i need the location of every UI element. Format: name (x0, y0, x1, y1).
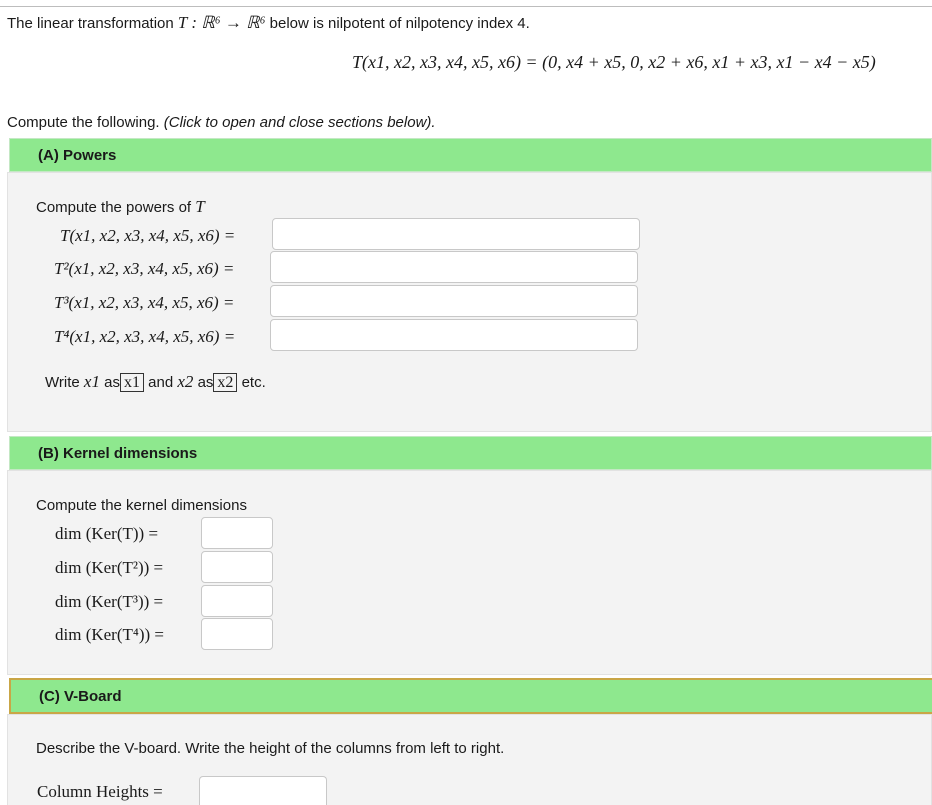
section-a-intro-text: Compute the powers of (36, 199, 192, 216)
power-4-input[interactable] (270, 319, 638, 351)
kernel-4-input[interactable] (201, 618, 273, 650)
note-as-1: as (104, 374, 120, 391)
note-var-1: x1 (83, 372, 100, 391)
problem-prefix: The linear transformation (7, 15, 174, 32)
kernel-3-label: dim (Ker(T³)) = (55, 592, 164, 611)
note-var-2: x2 (177, 372, 194, 391)
section-b-header[interactable]: (B) Kernel dimensions (9, 436, 932, 470)
transformation-formula: T(x1, x2, x3, x4, x5, x6) = (0, x4 + x5, 0, x2 + x6, x1 + x3, x1 − x4 − x5) (352, 52, 876, 72)
power-3-label: T³(x1, x2, x3, x4, x5, x6) = (54, 293, 235, 312)
problem-suffix: below is nilpotent of nilpotency index 4. (269, 15, 530, 32)
power-2-label: T²(x1, x2, x3, x4, x5, x6) = (54, 259, 235, 278)
kernel-2-input[interactable] (201, 551, 273, 583)
power-3-input[interactable] (270, 285, 638, 317)
problem-map: T : ℝ⁶ → ℝ⁶ (177, 13, 266, 32)
note-and: and (148, 374, 174, 391)
power-1-label: T(x1, x2, x3, x4, x5, x6) = (60, 226, 236, 245)
section-c-header[interactable]: (C) V-Board (9, 678, 932, 714)
instructions-hint: (Click to open and close sections below). (163, 114, 436, 131)
kernel-1-input[interactable] (201, 517, 273, 549)
section-a-header[interactable]: (A) Powers (9, 138, 932, 172)
section-a-intro (36, 197, 205, 217)
kernel-3-input[interactable] (201, 585, 273, 617)
top-divider (0, 6, 932, 7)
section-c-intro: Describe the V-board. Write the height of the columns from left to right. (36, 740, 505, 757)
section-b-intro: Compute the kernel dimensions (36, 497, 247, 514)
note-box-2: x2 (213, 373, 237, 392)
note-box-1: x1 (120, 373, 144, 392)
write-note (45, 372, 266, 392)
column-heights-label: Column Heights = (37, 782, 163, 801)
column-heights-input[interactable] (199, 776, 327, 805)
note-etc: etc. (241, 374, 266, 391)
power-1-input[interactable] (272, 218, 640, 250)
problem-statement (7, 13, 530, 33)
note-as-2: as (197, 374, 214, 391)
kernel-1-label: dim (Ker(T)) = (55, 524, 159, 543)
instructions (7, 114, 436, 131)
section-a-intro-var: T (195, 197, 205, 216)
power-4-label: T⁴(x1, x2, x3, x4, x5, x6) = (54, 327, 236, 346)
instructions-text: Compute the following. (7, 114, 160, 131)
kernel-4-label: dim (Ker(T⁴)) = (55, 625, 164, 644)
kernel-2-label: dim (Ker(T²)) = (55, 558, 164, 577)
note-write: Write (45, 374, 80, 391)
power-2-input[interactable] (270, 251, 638, 283)
